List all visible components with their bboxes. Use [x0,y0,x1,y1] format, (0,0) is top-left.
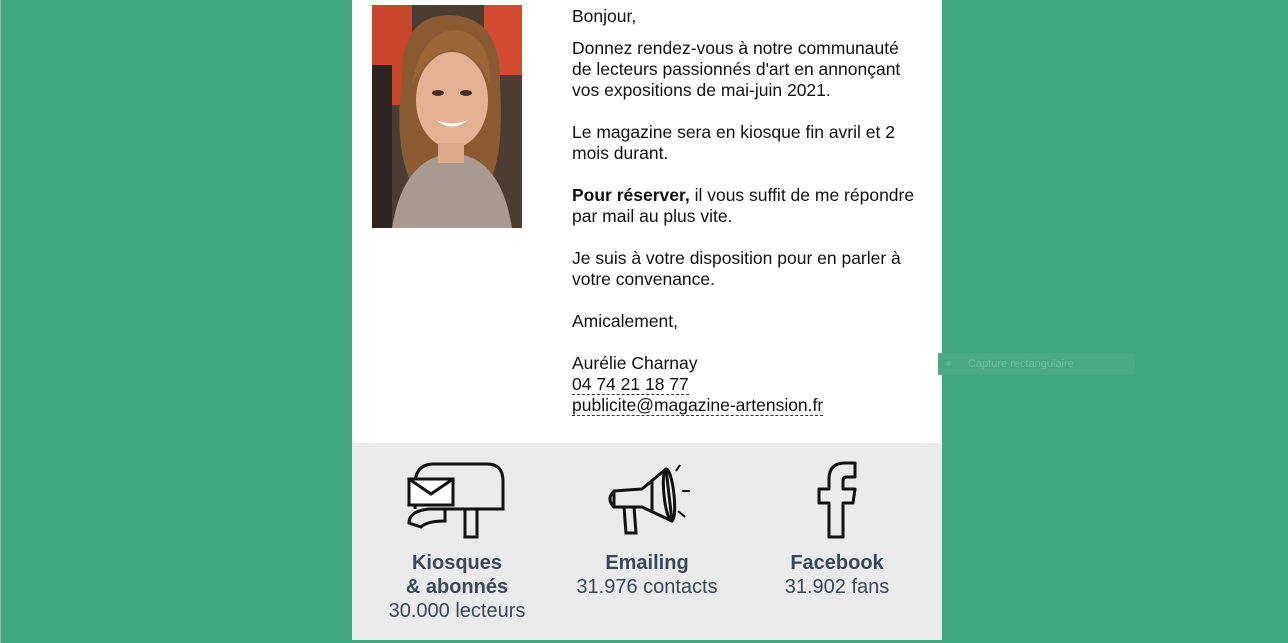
mailbox-icon [407,461,507,539]
capture-tooltip [938,353,1135,375]
stat-title: Kiosques [411,552,503,574]
stat-value: 31.902 fans [784,576,890,598]
signature-name: Aurélie Charnay [572,353,698,373]
paragraph-kiosk: Le magazine sera en kiosque fin avril et 2 mois durant. [572,122,895,163]
stat-value: 31.976 contacts [576,576,718,598]
page-edge [0,0,1,643]
tooltip-label: Capture rectangulaire [968,358,1074,370]
paragraph-intro: Donnez rendez-vous à notre communauté de lecteurs passionnés d'art en annonçant vos expositions de mai-juin 2021. [572,38,901,100]
booking-lead: Pour réserver, [572,185,690,205]
booking-text: il vous suffit de me répondre par mail au plus vite. [572,185,915,226]
letter-body [572,6,922,416]
stat-title-line2: & abonnés [405,576,509,598]
stat-title: Emailing [605,552,689,574]
stat-kiosques [362,461,552,623]
tooltip-dot-icon [946,361,951,366]
stat-title: Facebook [790,552,884,574]
author-photo [372,5,522,228]
facebook-icon [807,461,867,539]
stats-band [352,443,942,640]
email-link[interactable]: publicite@magazine-artension.fr [572,395,824,415]
stat-facebook [742,461,932,599]
phone-link[interactable]: 04 74 21 18 77 [572,374,689,394]
megaphone-icon [602,461,692,539]
stat-emailing [552,461,742,599]
closing: Amicalement, [572,311,679,331]
signature [572,353,922,416]
greeting: Bonjour, [572,6,637,26]
stat-value: 30.000 lecteurs [388,600,526,622]
paragraph-availability: Je suis à votre disposition pour en parler à votre convenance. [572,248,901,289]
email-card [352,0,942,640]
paragraph-booking [572,185,922,227]
